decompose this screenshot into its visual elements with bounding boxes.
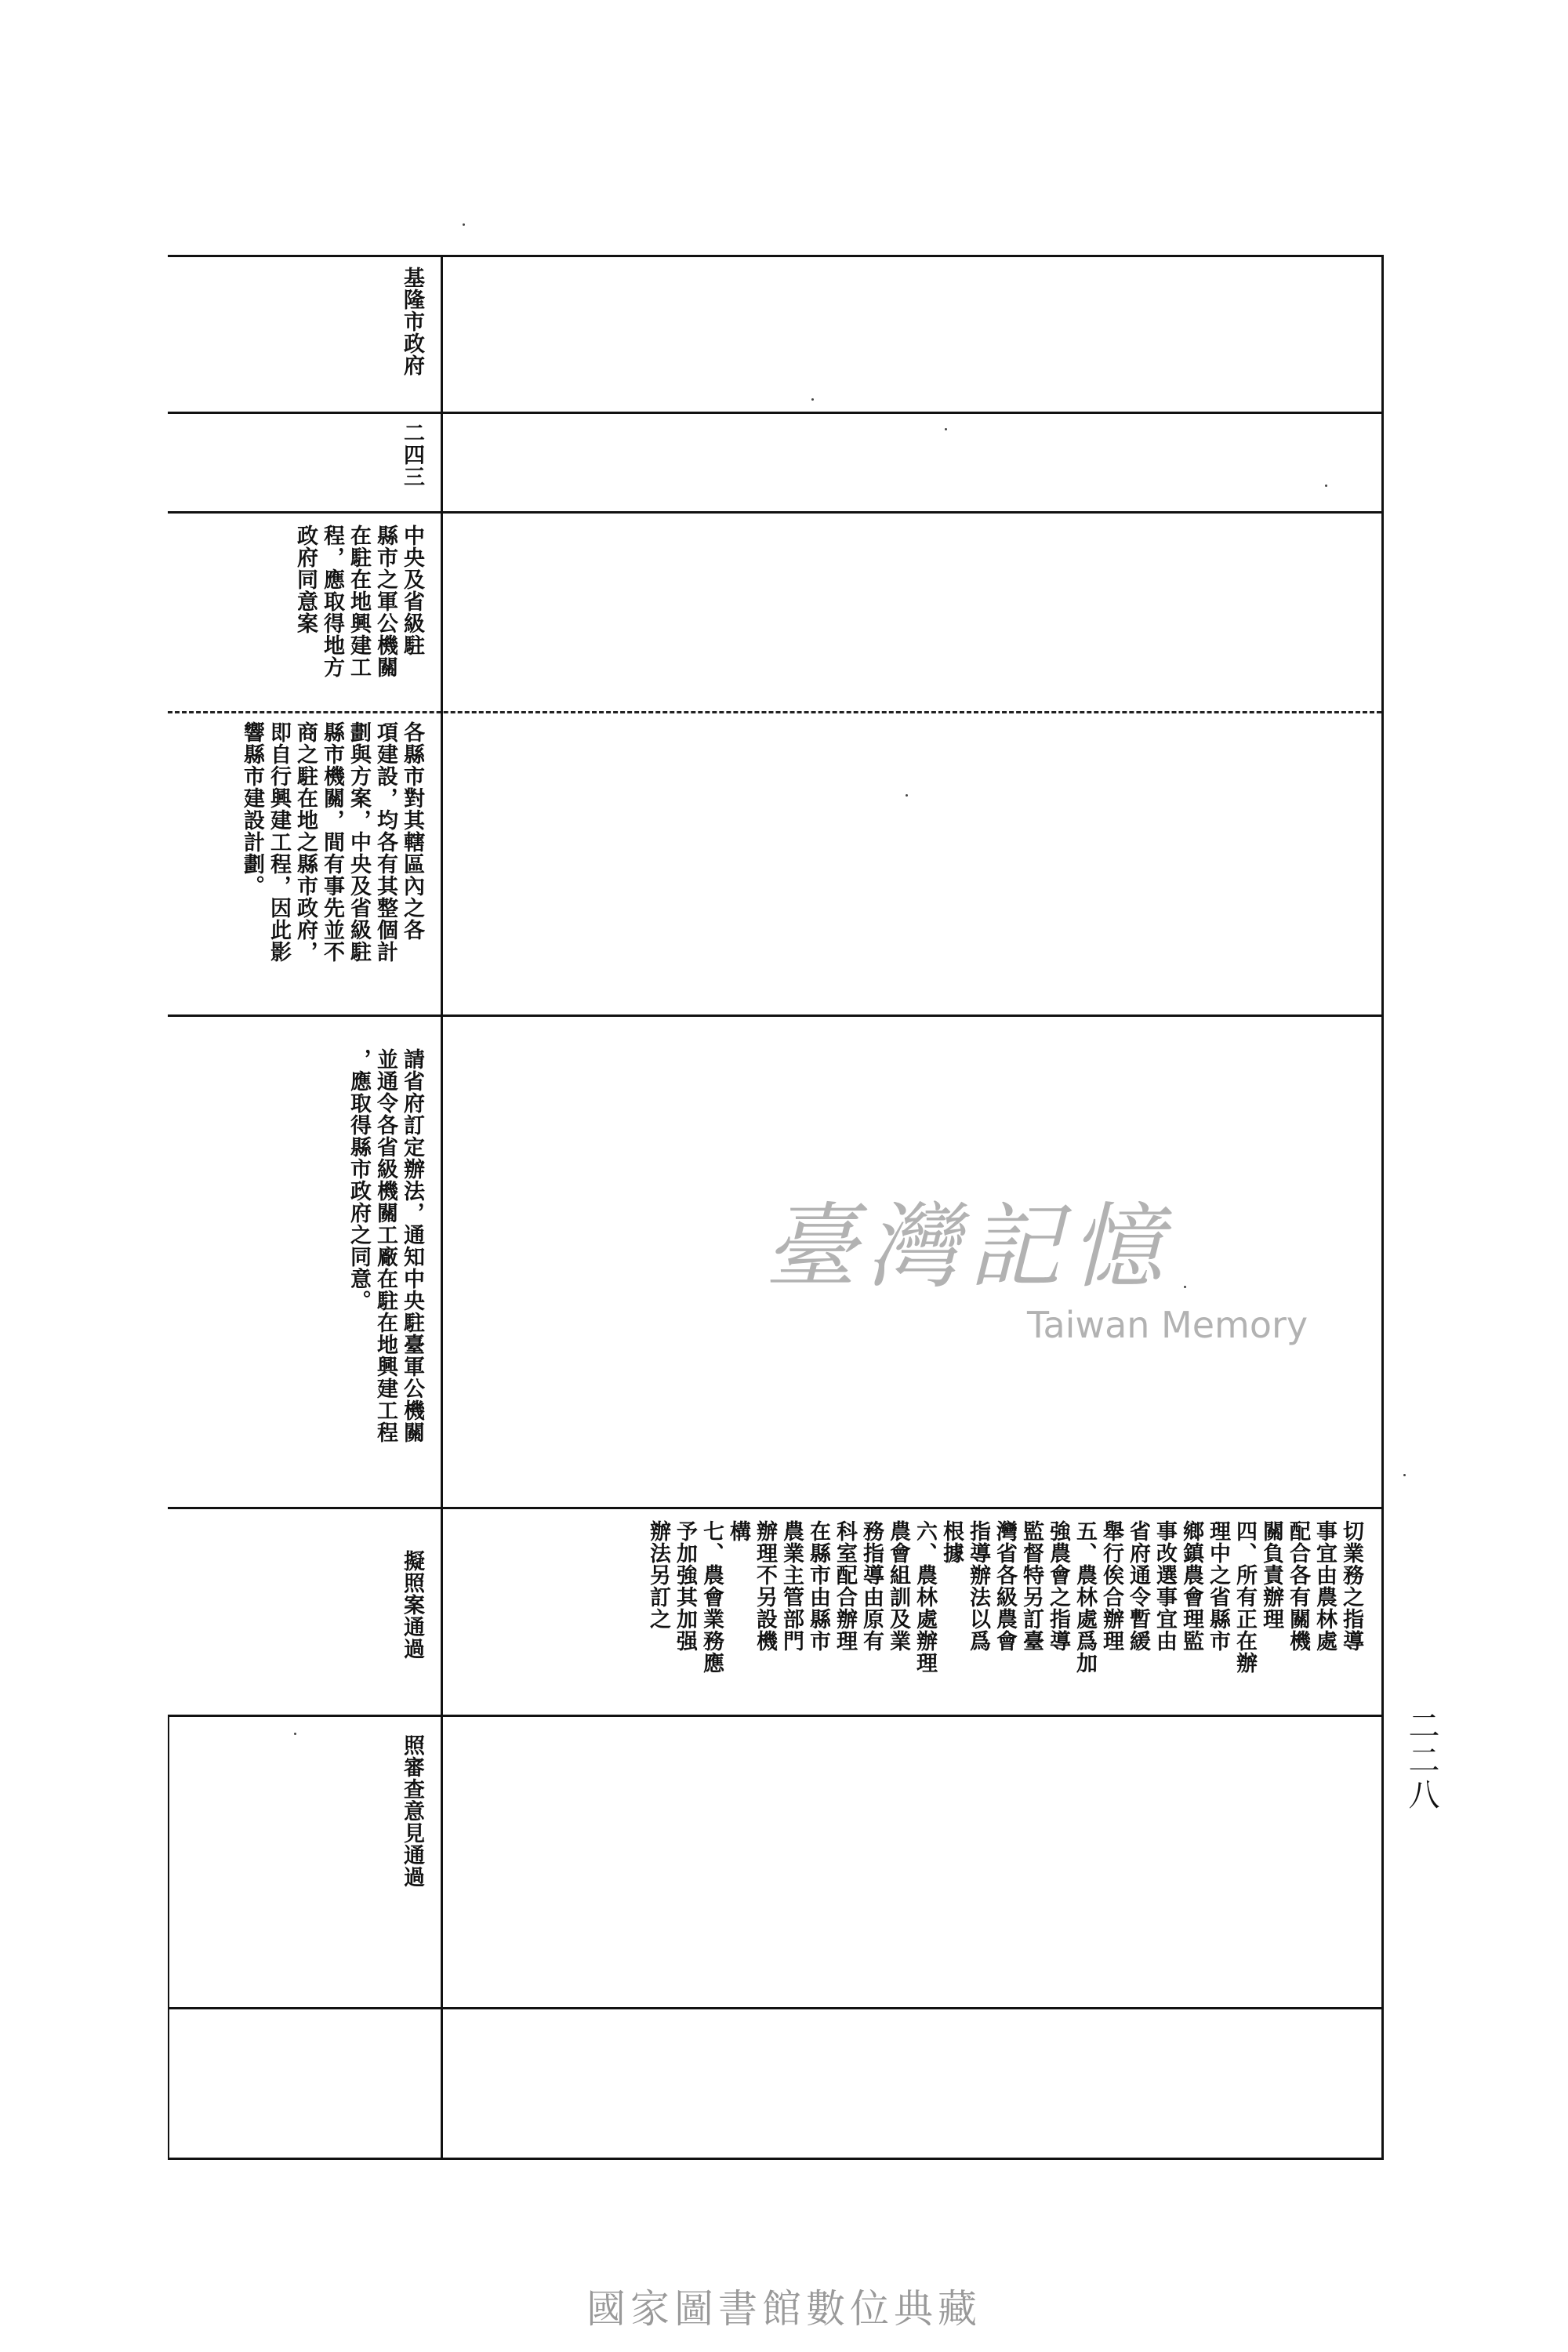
scan-speck (294, 1733, 296, 1735)
scan-speck (945, 428, 947, 430)
watermark (764, 1172, 1329, 1346)
review-result: 照審查意見通過 (400, 1734, 424, 1888)
page-number: 二二八 (1403, 1709, 1439, 1813)
row-review (168, 1717, 441, 2007)
column-divider (441, 255, 443, 2160)
scan-speck (463, 223, 465, 226)
agency-name: 基隆市政府 (400, 267, 424, 376)
scan-speck (1325, 485, 1327, 487)
scan-speck (811, 398, 814, 401)
row-decision (168, 1509, 441, 1715)
table-bottom-border (168, 2158, 1381, 2160)
row-reason (168, 713, 441, 1014)
watermark-english: Taiwan Memory (1027, 1304, 1308, 1346)
row-number (168, 414, 441, 511)
proposal-method: 請省府訂定辦法，通知中央駐臺軍公機關 並通令各省級機關工廠在駐在地興建工程 ，應取得縣市政府之同意。 (347, 1048, 424, 1443)
table-right-border (1381, 255, 1384, 2160)
row-agency (168, 257, 441, 412)
row-subject (168, 514, 441, 711)
proposal-number: 二四三 (400, 422, 424, 488)
scan-speck (906, 794, 908, 797)
row-method (168, 1017, 441, 1507)
scan-speck (1403, 1474, 1406, 1476)
scan-speck (1184, 1286, 1186, 1288)
review-decision: 擬照案通過 (400, 1550, 424, 1660)
continuation-text: 切業務之指導 事宜由農林處 配合各有關機 關負責辦理 四、所有正在辦 理中之省縣市 鄉鎮農會理監 事改選事宜由 省府通令暫緩 舉行俟合辦理 五、農林處爲加 強農會之指導 監督特另訂臺 灣省各級農會 指導辦法以爲 根據 六、農林處辦理 農會組訓及業 務指導由原有 科室配合辦理 在縣市由縣市 農業主管部門 辦理不另設機 構 七、農會業務應 予加強其加强 辦法另訂之 (646, 1520, 1363, 1674)
proposal-reason: 各縣市對其轄區內之各 項建設，均各有其整個計 劃與方案，中央及省級駐 縣市機關，間有事先並不 商之駐在地之縣市政府， 即自行興建工程，因此影 響縣市建設計劃。 (240, 721, 424, 963)
library-footer: 國家圖書館數位典藏 (586, 2286, 982, 2332)
proposal-subject: 中央及省級駐 縣市之軍公機關 在駐在地興建工 程，應取得地方 政府同意案 (293, 524, 424, 678)
row-divider-7 (168, 2007, 1381, 2009)
watermark-chinese: 臺灣記憶 (764, 1192, 1173, 1301)
continuation-cell (443, 1509, 1381, 1715)
